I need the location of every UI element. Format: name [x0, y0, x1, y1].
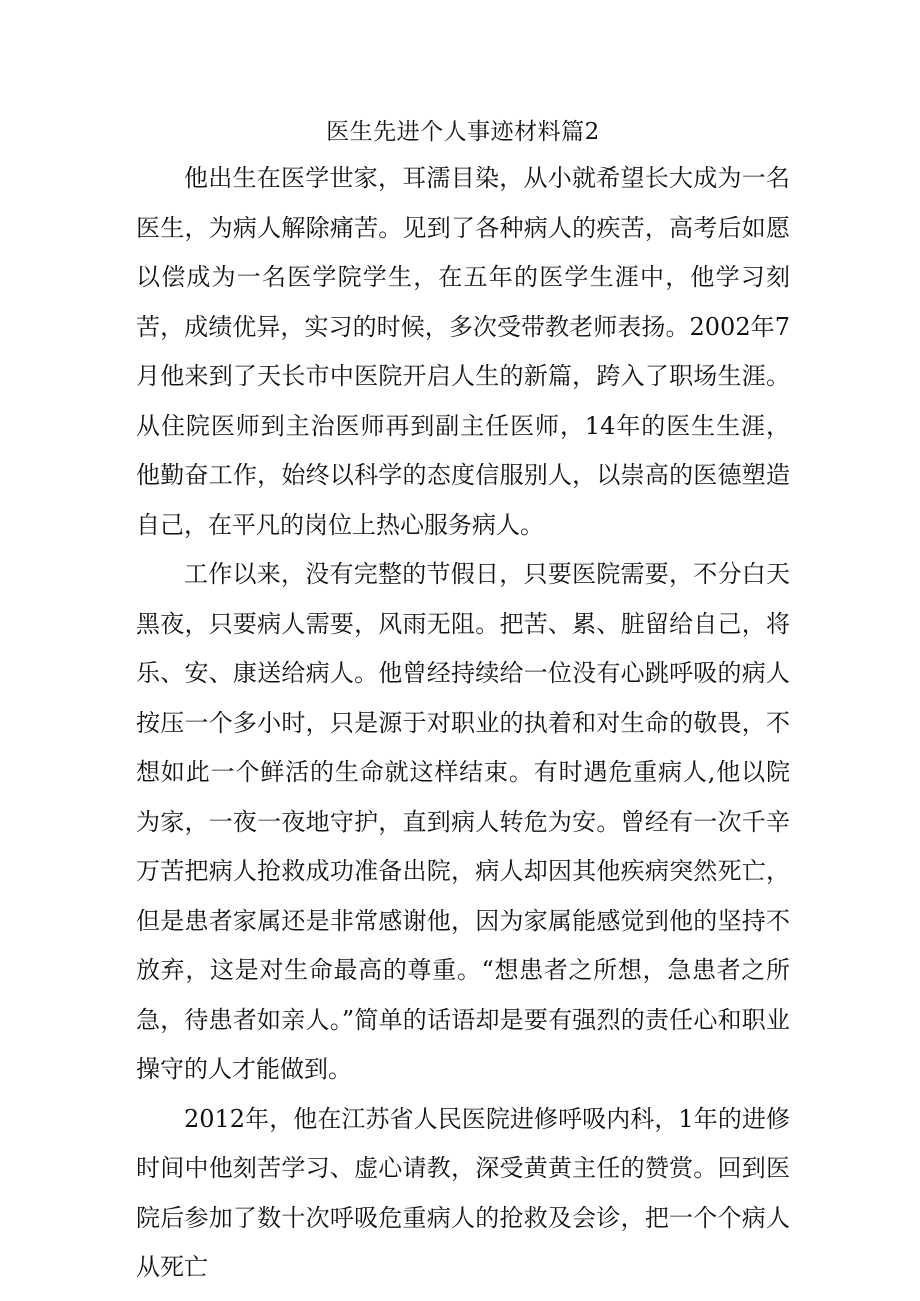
paragraph-2: 工作以来，没有完整的节假日，只要医院需要，不分白天黑夜，只要病人需要，风雨无阻。把苦、累、脏留给自己，将乐、安、康送给病人。他曾经持续给一位没有心跳呼吸的病人按压一个多小时，只是源于对职业的执着和对生命的敬畏，不想如此一个鲜活的生命就这样结束。有时遇危重病人,他以院为家，一夜一夜地守护，直到病人转危为安。曾经有一次千辛万苦把病人抢救成功准备出院，病人却因其他疾病突然死亡，但是患者家属还是非常感谢他，因为家属能感觉到他的坚持不放弃，这是对生命最高的尊重。“想患者之所想，急患者之所急，待患者如亲人。”简单的话语却是要有强烈的责任心和职业操守的人才能做到。 [136, 560, 790, 1083]
document-title: 医生先进个人事迹材料篇2 [326, 119, 600, 145]
paragraph-3: 2012年，他在江苏省人民医院进修呼吸内科，1年的进修时间中他刻苦学习、虚心请教，深受黄黄主任的赞赏。回到医院后参加了数十次呼吸危重病人的抢救及会诊，把一个个病人从死亡 [136, 1104, 790, 1281]
document-body [136, 154, 790, 1293]
paragraph-1: 他出生在医学世家，耳濡目染，从小就希望长大成为一名医生，为病人解除痛苦。见到了各种病人的疾苦，高考后如愿以偿成为一名医学院学生，在五年的医学生涯中，他学习刻苦，成绩优异，实习的时候，多次受带教老师表扬。2002年7月他来到了天长市中医院开启人生的新篇，跨入了职场生涯。从住院医师到主治医师再到副主任医师，14年的医生生涯，他勤奋工作，始终以科学的态度信服别人，以崇高的医德塑造自己，在平凡的岗位上热心服务病人。 [136, 164, 790, 539]
